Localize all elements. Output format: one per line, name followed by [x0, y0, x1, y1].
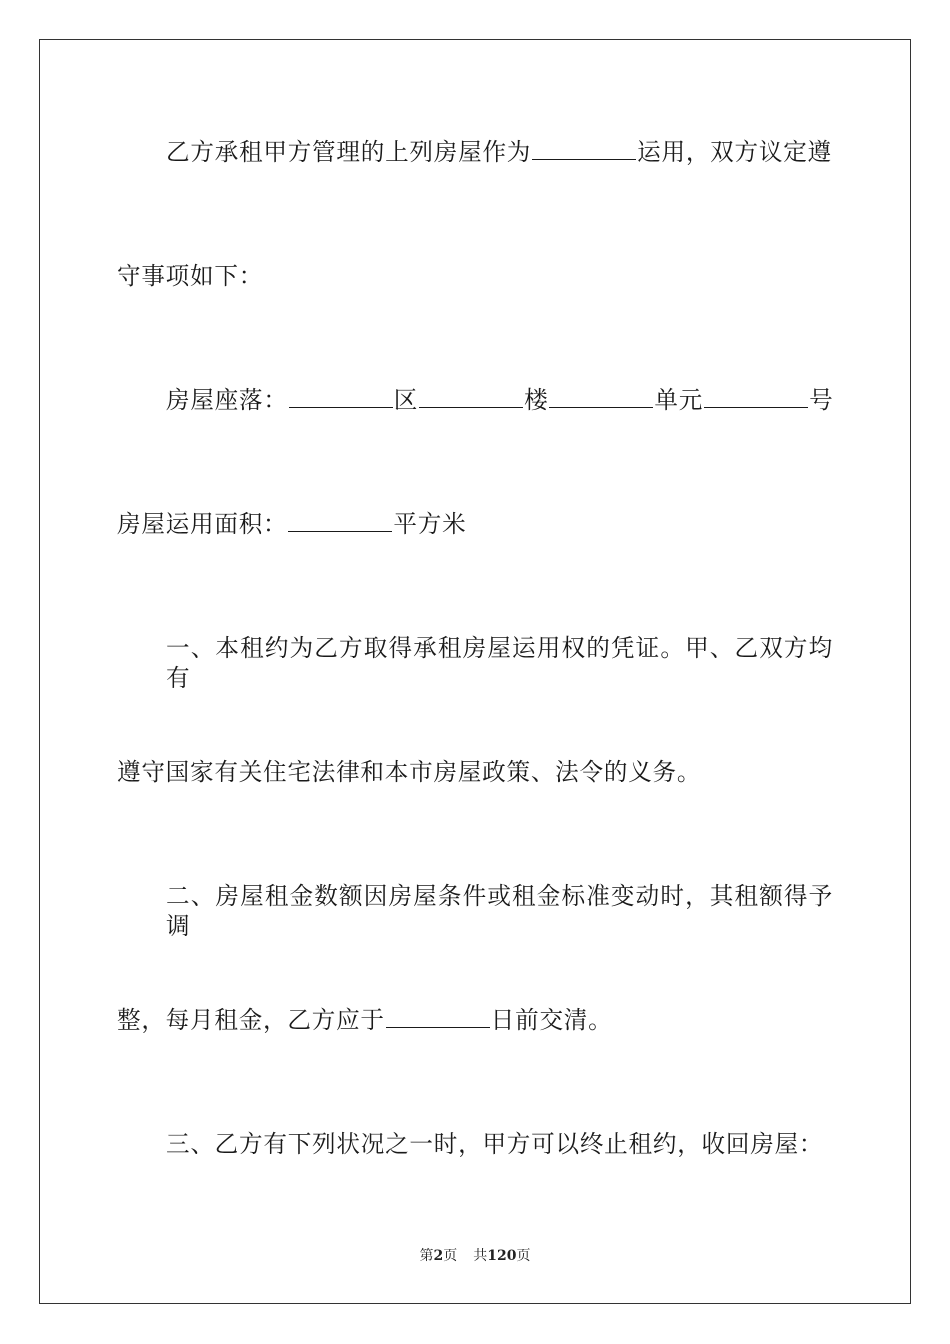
text-segment: 乙方承租甲方管理的上列房屋作为 — [166, 138, 532, 166]
blank-building — [419, 387, 523, 408]
house-location-line — [117, 385, 833, 415]
clause-1-line-1: 一、本租约为乙方取得承租房屋运用权的凭证。甲、乙双方均有 — [166, 634, 833, 692]
unit-building: 楼 — [524, 386, 549, 414]
footer-total-prefix: 共 — [473, 1248, 488, 1264]
unit-entrance: 单元 — [654, 386, 704, 414]
blank-district — [289, 387, 393, 408]
text-segment: 日前交清。 — [490, 1006, 613, 1034]
area-unit: 平方米 — [393, 510, 467, 538]
blank-number — [704, 387, 808, 408]
area-label: 房屋运用面积： — [117, 510, 288, 538]
text-segment: 整，每月租金，乙方应于 — [117, 1006, 385, 1034]
paragraph-usage-line-1 — [117, 137, 833, 167]
page-footer — [0, 1247, 950, 1265]
footer-total-suffix: 页 — [516, 1248, 531, 1264]
location-label: 房屋座落： — [166, 386, 288, 414]
blank-unit — [549, 387, 653, 408]
footer-prefix: 第 — [419, 1248, 434, 1264]
clause-1-line-2: 遵守国家有关住宅法律和本市房屋政策、法令的义务。 — [117, 758, 702, 786]
blank-usage — [532, 139, 636, 160]
clause-2-line-2 — [117, 1005, 833, 1035]
house-area-line — [117, 509, 833, 539]
blank-area — [288, 511, 392, 532]
clause-3-line-1: 三、乙方有下列状况之一时，甲方可以终止租约，收回房屋： — [166, 1130, 824, 1158]
text-segment: 运用，双方议定遵 — [637, 138, 832, 166]
footer-page-suffix: 页 — [443, 1248, 458, 1264]
blank-payment-day — [386, 1007, 490, 1028]
unit-district: 区 — [393, 386, 419, 414]
unit-number: 号 — [809, 386, 833, 414]
footer-page-number: 2 — [433, 1248, 444, 1264]
clause-2-line-1: 二、房屋租金数额因房屋条件或租金标准变动时，其租额得予调 — [166, 882, 833, 940]
footer-total-pages: 120 — [487, 1248, 517, 1264]
paragraph-usage-line-2: 守事项如下： — [117, 262, 264, 290]
